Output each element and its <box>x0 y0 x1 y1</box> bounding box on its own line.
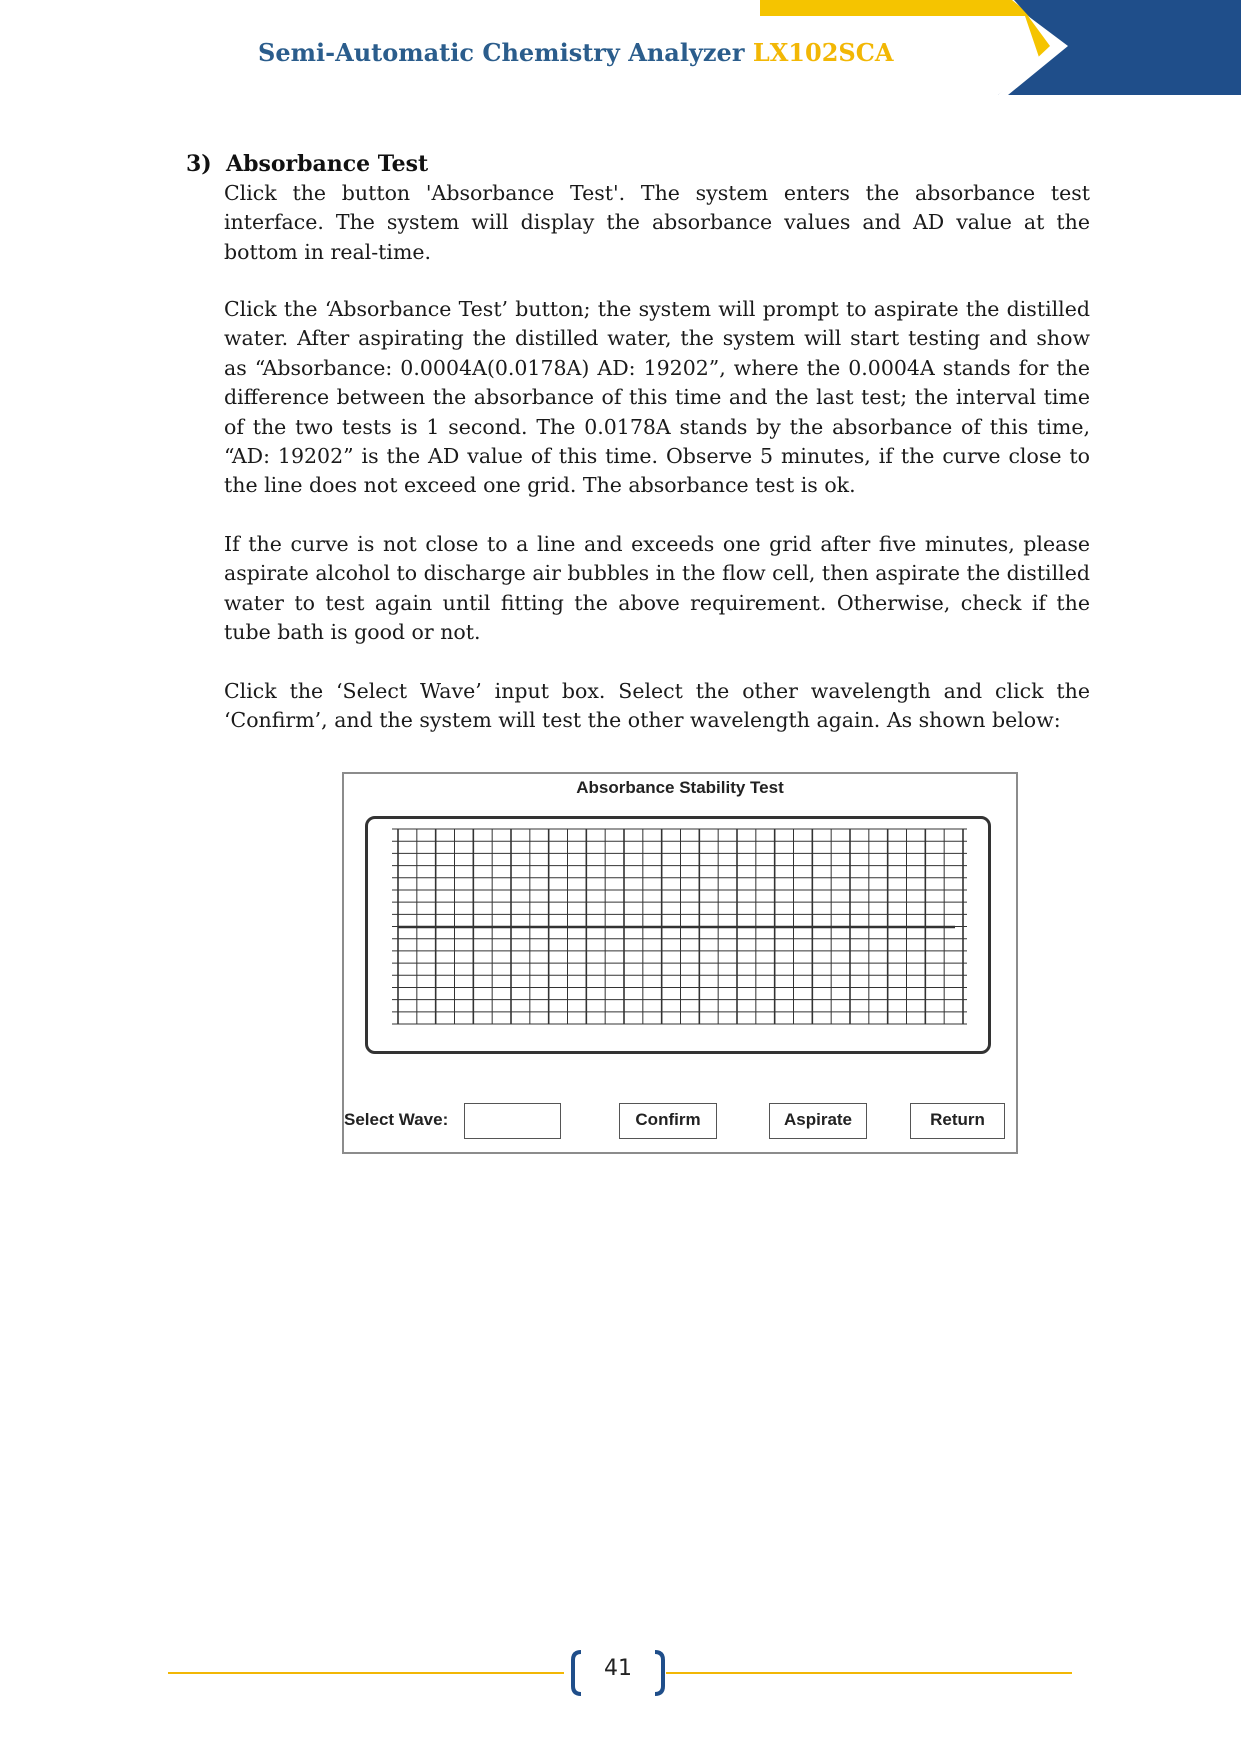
section-number: 3) <box>186 151 212 177</box>
aspirate-button[interactable]: Aspirate <box>769 1103 867 1139</box>
confirm-button[interactable]: Confirm <box>619 1103 717 1139</box>
figure-title: Absorbance Stability Test <box>576 778 784 797</box>
graph-frame <box>365 816 991 1054</box>
absorbance-graph-grid <box>368 819 988 1051</box>
page-number: 41 <box>604 1656 632 1681</box>
select-wave-label: Select Wave: <box>344 1110 449 1129</box>
section-heading <box>186 151 428 177</box>
document-title-model: LX102SCA <box>752 38 894 67</box>
paragraph-test-procedure: Click the ‘Absorbance Test’ button; the system will prompt to aspirate the distilled water. After aspirating the distilled water, the system will start testing and show as “Absorbance: 0.0004A(0.0178A) AD: 19202”, where the 0.0004A stands for the difference between the absorbance of this time and the last test; the interval time of the two tests is 1 second. The 0.0178A stands by the absorbance of this time, “AD: 19202” is the AD value of this time. Observe 5 minutes, if the curve close to the line does not exceed one grid. The absorbance test is ok. <box>224 297 1090 498</box>
document-title <box>258 38 893 67</box>
footer-line-right <box>666 1672 1072 1674</box>
section-title: Absorbance Test <box>226 151 429 177</box>
paragraph-intro: Click the button 'Absorbance Test'. The system enters the absorbance test interface. The system will display the absorbance values and AD value at the bottom in real-time. <box>224 181 1090 264</box>
paragraph-select-wave: Click the ‘Select Wave’ input box. Select the other wavelength and click the ‘Confirm’, and the system will test the other wavelength again. As shown below: <box>224 679 1090 733</box>
page-bracket-left-icon <box>568 1650 584 1696</box>
absorbance-stability-test-screenshot <box>342 772 1018 1154</box>
return-button[interactable]: Return <box>910 1103 1005 1139</box>
page-bracket-right-icon <box>652 1650 668 1696</box>
paragraph-troubleshooting: If the curve is not close to a line and exceeds one grid after five minutes, please aspirate alcohol to discharge air bubbles in the flow cell, then aspirate the distilled water to test again until fitting the above requirement. Otherwise, check if the tube bath is good or not. <box>224 532 1090 645</box>
footer-line-left <box>168 1672 564 1674</box>
document-title-main: Semi-Automatic Chemistry Analyzer <box>258 38 753 67</box>
select-wave-input[interactable] <box>464 1103 561 1139</box>
